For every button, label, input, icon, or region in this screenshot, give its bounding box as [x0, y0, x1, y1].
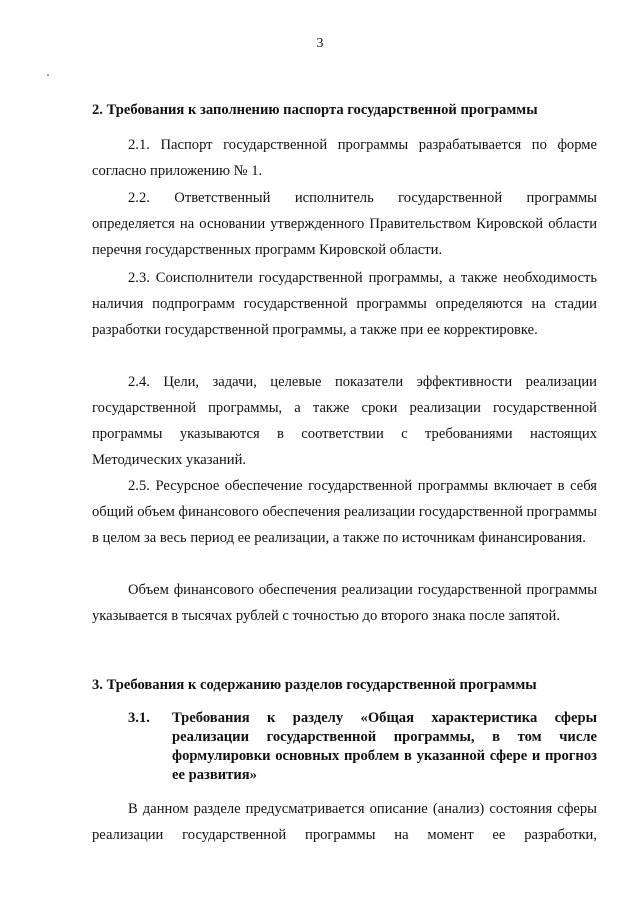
paragraph-2-4: [92, 369, 597, 473]
paragraph-2-2: [92, 185, 597, 263]
paragraph-funding-volume-text: Объем финансового обеспечения реализации государственной программы указывается в тысячах рублей с точностью до второго знака после запятой.: [92, 582, 597, 624]
paragraph-2-5: [92, 473, 597, 551]
paragraph-2-3-text: 2.3. Соисполнители государственной программы, а также необходимость наличия подпрограмм государственной программы определяются на стадии разработки государственной программы, а также при ее корректировке.: [92, 270, 597, 338]
paragraph-funding-volume: [92, 577, 597, 629]
section-3-paragraph: [92, 796, 597, 848]
page-number: 3: [316, 36, 324, 51]
paragraph-2-4-text: 2.4. Цели, задачи, целевые показатели эффективности реализации государственной программы, а также сроки реализации государственной программы указываются в соответствии с требованиями настоящих Методических указаний.: [92, 374, 597, 468]
scan-speck: [47, 74, 49, 76]
section-3-heading-block: [92, 672, 597, 698]
paragraph-2-2-text: 2.2. Ответственный исполнитель государственной программы определяется на основании утвержденного Правительством Кировской области перечня государственных программ Кировской области.: [92, 190, 597, 258]
subsection-3-1-title: Требования к разделу «Общая характеристика сферы реализации государственной программы, в том числе формулировки основных проблем в указанной сфере и прогноз ее развития»: [172, 710, 597, 783]
section-3-heading: 3. Требования к содержанию разделов государственной программы: [92, 677, 537, 693]
paragraph-2-1-text: 2.1. Паспорт государственной программы разрабатывается по форме согласно приложению № 1.: [92, 137, 597, 179]
subsection-3-1-number: 3.1.: [128, 710, 150, 726]
section-2-heading: 2. Требования к заполнению паспорта государственной программы: [92, 102, 538, 118]
paragraph-2-1: [92, 132, 597, 184]
section-3-paragraph-text: В данном разделе предусматривается описание (анализ) состояния сферы реализации государственной программы на момент ее разработки,: [92, 801, 597, 843]
paragraph-2-5-text: 2.5. Ресурсное обеспечение государственной программы включает в себя общий объем финансового обеспечения реализации государственной программы в целом за весь период ее реализации, а также по источникам финансирования.: [92, 478, 597, 546]
section-2-heading-block: [92, 97, 597, 123]
subsection-3-1: [92, 709, 597, 785]
paragraph-2-3: [92, 265, 597, 343]
